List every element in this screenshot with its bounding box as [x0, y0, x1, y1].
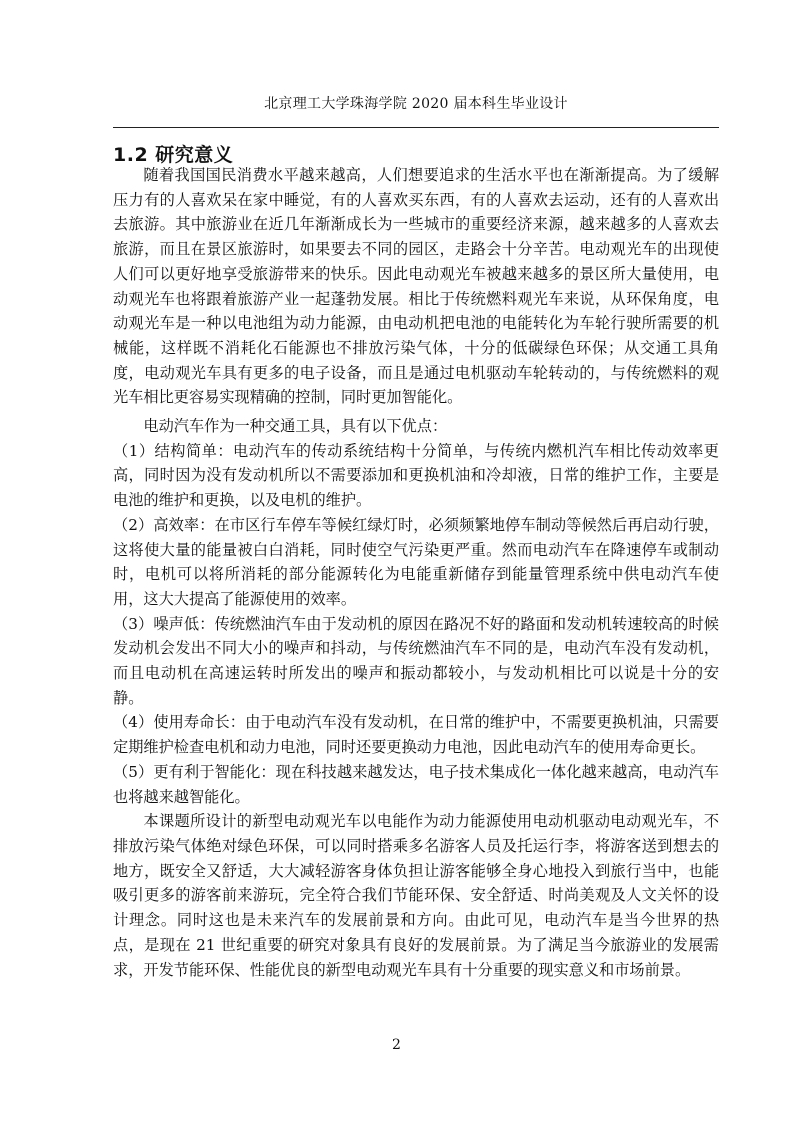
paragraph-advantages-lead: 电动汽车作为一种交通工具，具有以下优点：: [143, 417, 448, 436]
section-title: 1.2 研究意义: [113, 144, 234, 166]
running-header: 北京理工大学珠海学院 2020 届本科生毕业设计: [264, 96, 568, 112]
paragraph-conclusion: 本课题所设计的新型电动观光车以电能作为动力能源使用电动机驱动电动观光车，不排放污染气体绝对绿色环保，可以同时搭乘多名游客人员及托运行李，将游客送到想去的地方，既安全又舒适，大大减轻游客身体负担让游客能够全身心地投入到旅行当中，也能吸引更多的游客前来游玩，完全符合我们节能环保、安全舒适、时尚美观及人文关怀的设计理念。同时这也是未来汽车的发展前景和方向。由此可见，电动汽车是当今世界的热点，是现在 21 世纪重要的研究对象具有良好的发展前景。为了满足当今旅游业的发展需求，开发节能环保、性能优良的新型电动观光车具有十分重要的现实意义和市场前景。: [113, 812, 719, 979]
header-rule: [113, 127, 719, 128]
list-item-structure: （1）结构简单：电动汽车的传动系统结构十分简单，与传统内燃机汽车相比传动效率更高，同时因为没有发动机所以不需要添加和更换机油和冷却液，日常的维护工作，主要是电池的维护和更换，以及电机的维护。: [113, 441, 719, 510]
page-number: 2: [392, 1037, 401, 1053]
list-item-lifespan: （4）使用寿命长：由于电动汽车没有发动机，在日常的维护中，不需要更换机油，只需要定期维护检查电机和动力电池，同时还要更换动力电池，因此电动汽车的使用寿命更长。: [113, 713, 719, 757]
list-item-intelligence: （5）更有利于智能化：现在科技越来越发达，电子技术集成化一体化越来越高，电动汽车也将越来越智能化。: [113, 762, 719, 806]
paragraph-intro: 随着我国国民消费水平越来越高，人们想要追求的生活水平也在渐渐提高。为了缓解压力有的人喜欢呆在家中睡觉，有的人喜欢买东西，有的人喜欢去运动，还有的人喜欢出去旅游。其中旅游业在近几年渐渐成长为一些城市的重要经济来源，越来越多的人喜欢去旅游，而且在景区旅游时，如果要去不同的园区，走路会十分辛苦。电动观光车的出现使人们可以更好地享受旅游带来的快乐。因此电动观光车被越来越多的景区所大量使用，电动观光车也将跟着旅游产业一起蓬勃发展。相比于传统燃料观光车来说，从环保角度，电动观光车是一种以电池组为动力能源，由电动机把电池的电能转化为车轮行驶所需要的机械能，这样既不消耗化石能源也不排放污染气体，十分的低碳绿色环保；从交通工具角度，电动观光车具有更多的电子设备，而且是通过电机驱动车轮转动的，与传统燃料的观光车相比更容易实现精确的控制，同时更加智能化。: [113, 166, 719, 407]
list-item-noise: （3）噪声低：传统燃油汽车由于发动机的原因在路况不好的路面和发动机转速较高的时候发动机会发出不同大小的噪声和抖动，与传统燃油汽车不同的是，电动汽车没有发动机，而且电动机在高速运转时所发出的噪声和振动都较小，与发动机相比可以说是十分的安静。: [113, 614, 719, 707]
list-item-efficiency: （2）高效率：在市区行车停车等候红绿灯时，必须频繁地停车制动等候然后再启动行驶，这将使大量的能量被白白消耗，同时使空气污染更严重。然而电动汽车在降速停车或制动时，电机可以将所消耗的部分能源转化为电能重新储存到能量管理系统中供电动汽车使用，这大大提高了能源使用的效率。: [113, 515, 719, 608]
body-text: [113, 163, 719, 982]
